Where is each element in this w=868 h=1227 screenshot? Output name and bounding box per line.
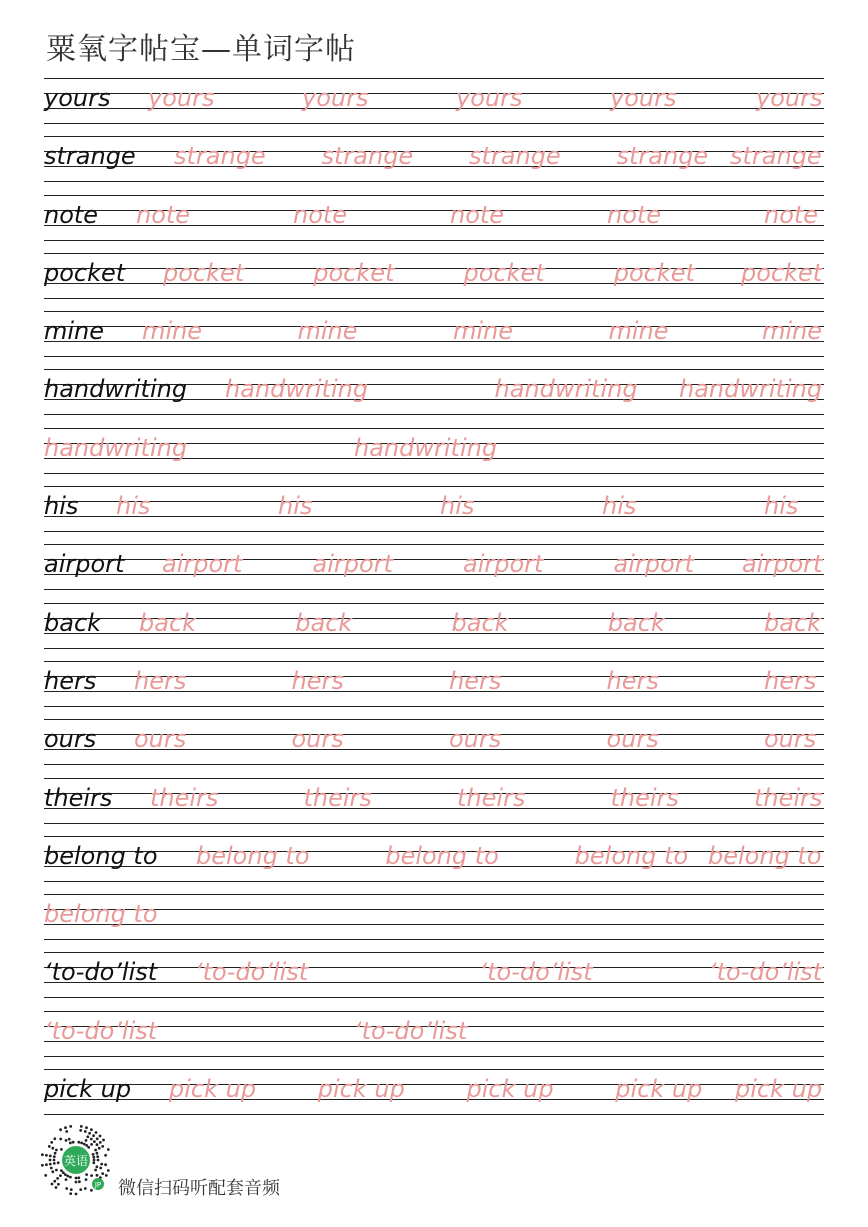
trace-word: his <box>278 492 313 521</box>
trace-word: back <box>764 608 822 637</box>
ruling-line <box>44 428 824 429</box>
ruling-line <box>44 369 824 370</box>
trace-word: ours <box>764 725 817 754</box>
ruling-line <box>44 531 824 532</box>
svg-text:JP: JP <box>94 1181 102 1189</box>
trace-word: handwriting <box>354 433 498 462</box>
ruling-line <box>44 1056 824 1057</box>
trace-word: belong to <box>574 841 689 870</box>
ruling-line <box>44 939 824 940</box>
ruling-line <box>44 283 824 284</box>
trace-word: strange <box>616 142 709 171</box>
trace-word: mine <box>142 317 203 346</box>
ruling-line <box>44 356 824 357</box>
practice-row <box>44 828 824 886</box>
ruling-line <box>44 997 824 998</box>
ruling-line <box>44 764 824 765</box>
ruling-line <box>44 123 824 124</box>
practice-row <box>44 245 824 303</box>
ruling-line <box>44 559 824 560</box>
trace-word: belong to <box>385 841 499 870</box>
ruling-line <box>44 881 824 882</box>
trace-word: theirs <box>457 783 526 812</box>
practice-rows <box>44 70 824 1119</box>
ruling-line <box>44 1099 824 1100</box>
ruling-line <box>44 544 824 545</box>
model-word: pocket <box>44 258 126 287</box>
trace-word: theirs <box>150 783 219 812</box>
trace-word: mine <box>608 317 669 346</box>
trace-word: belong to <box>196 841 310 870</box>
trace-word: handwriting <box>225 375 369 404</box>
trace-word: pick up <box>317 1075 405 1104</box>
ruling-line <box>44 1069 824 1070</box>
trace-word: back <box>295 608 353 637</box>
model-word: handwriting <box>44 375 188 404</box>
ruling-line <box>44 894 824 895</box>
ruling-line <box>44 298 824 299</box>
trace-word: theirs <box>303 783 372 812</box>
trace-word: yours <box>302 84 369 112</box>
trace-word: pocket <box>313 258 395 287</box>
footer-caption: 微信扫码听配套音频 <box>118 1178 280 1199</box>
model-word: strange <box>44 142 136 171</box>
model-word: theirs <box>44 783 113 812</box>
trace-word: his <box>440 492 475 521</box>
practice-row <box>44 303 824 361</box>
ruling-line <box>44 603 824 604</box>
trace-word: ‘to-do’list <box>354 1016 468 1045</box>
trace-word: handwriting <box>679 375 823 404</box>
trace-word: ‘to-do’list <box>195 958 309 987</box>
trace-word: strange <box>321 142 414 171</box>
practice-row <box>44 1003 824 1061</box>
trace-word: strange <box>469 142 561 171</box>
practice-row <box>44 653 824 711</box>
practice-row <box>44 944 824 1002</box>
trace-word: note <box>607 200 662 229</box>
trace-word: ours <box>134 725 187 754</box>
ruling-line <box>44 136 824 137</box>
ruling-line <box>44 967 824 968</box>
practice-row <box>44 187 824 245</box>
ruling-line <box>44 778 824 779</box>
trace-word: airport <box>742 550 823 579</box>
trace-word: pick up <box>466 1075 554 1104</box>
ruling-line <box>44 1114 824 1115</box>
ruling-line <box>44 240 824 241</box>
model-word: his <box>44 492 79 521</box>
trace-word: airport <box>463 550 544 579</box>
trace-word: pick up <box>169 1075 257 1104</box>
trace-word: theirs <box>754 783 823 812</box>
ruling-line <box>44 516 824 517</box>
trace-word: his <box>602 492 637 521</box>
trace-word: handwriting <box>44 433 188 462</box>
trace-word: note <box>293 200 348 229</box>
trace-word: yours <box>456 84 523 112</box>
trace-word: belong to <box>708 841 822 870</box>
trace-word: strange <box>730 142 822 171</box>
practice-row <box>44 536 824 594</box>
trace-word: ‘to-do’list <box>479 958 593 987</box>
trace-word: his <box>764 492 799 521</box>
ruling-line <box>44 268 824 269</box>
trace-word: yours <box>148 84 215 112</box>
ruling-line <box>44 836 824 837</box>
trace-word: pick up <box>735 1075 823 1104</box>
practice-row <box>44 595 824 653</box>
trace-word: strange <box>174 142 266 171</box>
trace-word: pocket <box>741 258 823 287</box>
ruling-line <box>44 661 824 662</box>
trace-word: yours <box>756 84 823 112</box>
model-word: yours <box>44 84 111 112</box>
ruling-line <box>44 952 824 953</box>
practice-row <box>44 70 824 128</box>
trace-word: ‘to-do’list <box>44 1016 158 1045</box>
model-word: hers <box>44 666 97 695</box>
ruling-line <box>44 982 824 983</box>
trace-word: belong to <box>44 900 158 929</box>
practice-row <box>44 886 824 944</box>
model-word: ‘to-do’list <box>44 958 158 987</box>
practice-row <box>44 1061 824 1119</box>
trace-word: ours <box>291 725 344 754</box>
model-word: back <box>44 608 102 637</box>
trace-word: airport <box>312 550 393 579</box>
trace-word: yours <box>610 84 677 112</box>
practice-row <box>44 478 824 536</box>
ruling-line <box>44 719 824 720</box>
page-title: 粟氧字帖宝—单词字帖 <box>46 32 356 67</box>
trace-word: hers <box>606 666 659 695</box>
qr-code-icon[interactable] <box>40 1124 112 1196</box>
model-word: pick up <box>44 1075 132 1104</box>
trace-word: mine <box>453 317 514 346</box>
trace-word: back <box>451 608 509 637</box>
ruling-line <box>44 501 824 502</box>
trace-word: airport <box>613 550 694 579</box>
trace-word: ours <box>606 725 659 754</box>
model-word: belong to <box>44 841 158 870</box>
trace-word: pick up <box>615 1075 703 1104</box>
trace-word: hers <box>291 666 344 695</box>
ruling-line <box>44 486 824 487</box>
practice-row <box>44 711 824 769</box>
trace-word: mine <box>297 317 358 346</box>
trace-word: back <box>139 608 197 637</box>
trace-word: note <box>136 200 191 229</box>
trace-word: his <box>116 492 151 521</box>
trace-word: ‘to-do’list <box>709 958 823 987</box>
ruling-line <box>44 78 824 79</box>
trace-word: airport <box>162 550 243 579</box>
ruling-line <box>44 909 824 910</box>
ruling-line <box>44 311 824 312</box>
trace-word: pocket <box>613 258 695 287</box>
trace-word: pocket <box>463 258 545 287</box>
ruling-line <box>44 181 824 182</box>
model-word: note <box>44 200 99 229</box>
trace-word: ours <box>449 725 502 754</box>
model-word: ours <box>44 725 97 754</box>
ruling-line <box>44 195 824 196</box>
ruling-line <box>44 924 824 925</box>
model-word: airport <box>44 550 125 579</box>
ruling-line <box>44 414 824 415</box>
trace-word: hers <box>449 666 502 695</box>
ruling-line <box>44 473 824 474</box>
trace-word: back <box>607 608 665 637</box>
trace-word: pocket <box>163 258 245 287</box>
ruling-line <box>44 1084 824 1085</box>
ruling-line <box>44 706 824 707</box>
trace-word: hers <box>764 666 817 695</box>
ruling-line <box>44 589 824 590</box>
trace-word: note <box>764 200 819 229</box>
qr-center-label: 英语 <box>63 1154 89 1168</box>
ruling-line <box>44 1011 824 1012</box>
footer <box>40 1124 440 1204</box>
practice-row <box>44 770 824 828</box>
practice-row <box>44 420 824 478</box>
trace-word: hers <box>134 666 187 695</box>
practice-row <box>44 361 824 419</box>
trace-word: handwriting <box>494 375 638 404</box>
ruling-line <box>44 253 824 254</box>
ruling-line <box>44 574 824 575</box>
model-word: mine <box>44 317 105 346</box>
practice-row <box>44 128 824 186</box>
ruling-line <box>44 823 824 824</box>
trace-word: note <box>450 200 505 229</box>
trace-word: theirs <box>610 783 679 812</box>
ruling-line <box>44 648 824 649</box>
trace-word: mine <box>762 317 823 346</box>
